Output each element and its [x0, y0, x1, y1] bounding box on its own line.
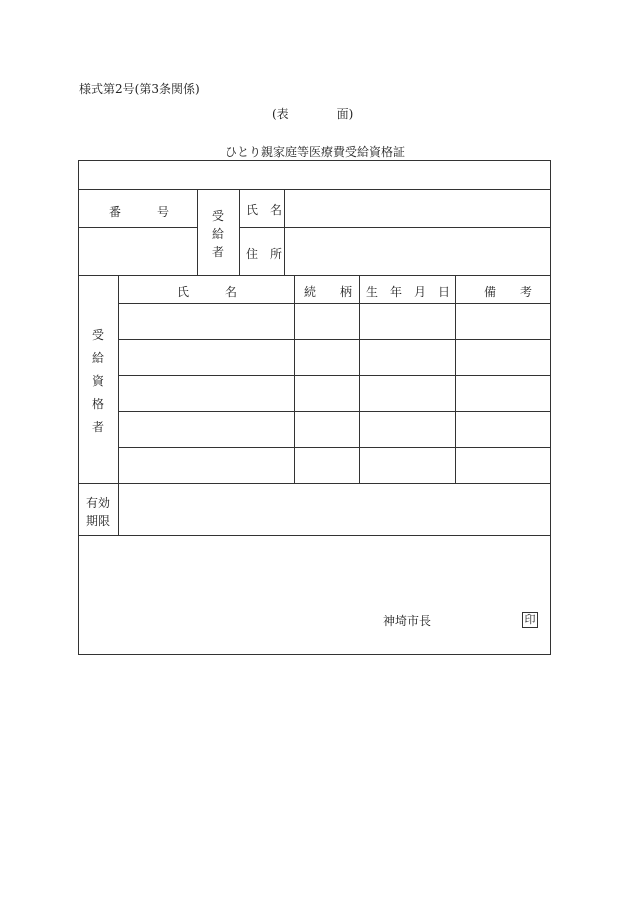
issuer-name: 神埼市長 — [383, 614, 432, 628]
eligible-label-1: 受 — [92, 328, 105, 342]
divider-validity-bottom — [79, 535, 550, 536]
document-title: ひとり親家庭等医療費受給資格証 — [224, 145, 405, 159]
divider-row-1 — [118, 339, 550, 340]
column-header-relation: 続 柄 — [304, 285, 353, 299]
validity-label-line1: 有効 — [86, 496, 111, 510]
column-header-name: 氏 名 — [177, 285, 238, 299]
certificate-form — [78, 160, 551, 655]
divider-recipient-label — [239, 189, 240, 275]
column-header-birthdate: 生 年 月 日 — [366, 285, 451, 299]
recipient-label-3: 者 — [212, 245, 225, 259]
divider-number-row — [79, 227, 197, 228]
divider-col-relation — [359, 275, 360, 483]
recipient-label-1: 受 — [212, 209, 225, 223]
divider-row-3 — [118, 411, 550, 412]
divider-col-name — [294, 275, 295, 483]
divider-col-birthdate — [455, 275, 456, 483]
eligible-label-2: 給 — [92, 351, 105, 365]
divider-eligible-bottom — [79, 483, 550, 484]
number-label: 番 号 — [109, 205, 170, 219]
divider-number-recipient — [197, 189, 198, 275]
eligible-label-3: 資 — [92, 374, 105, 388]
divider-column-header — [118, 303, 550, 304]
eligible-label-4: 格 — [92, 397, 105, 411]
divider-field-label — [284, 189, 285, 275]
seal-mark: 印 — [522, 612, 538, 628]
face-label: (表 面) — [272, 107, 354, 121]
validity-label-line2: 期限 — [86, 514, 111, 528]
column-header-remarks: 備 考 — [484, 285, 533, 299]
divider-recipient-bottom — [79, 275, 550, 276]
divider-top-row — [79, 189, 550, 190]
address-label: 住 所 — [246, 247, 283, 261]
divider-row-4 — [118, 447, 550, 448]
divider-side-label — [118, 275, 119, 535]
divider-row-2 — [118, 375, 550, 376]
divider-name-address — [239, 227, 550, 228]
eligible-label-5: 者 — [92, 420, 105, 434]
recipient-label-2: 給 — [212, 227, 225, 241]
form-number: 様式第2号(第3条関係) — [79, 82, 200, 96]
name-label: 氏 名 — [246, 203, 283, 217]
